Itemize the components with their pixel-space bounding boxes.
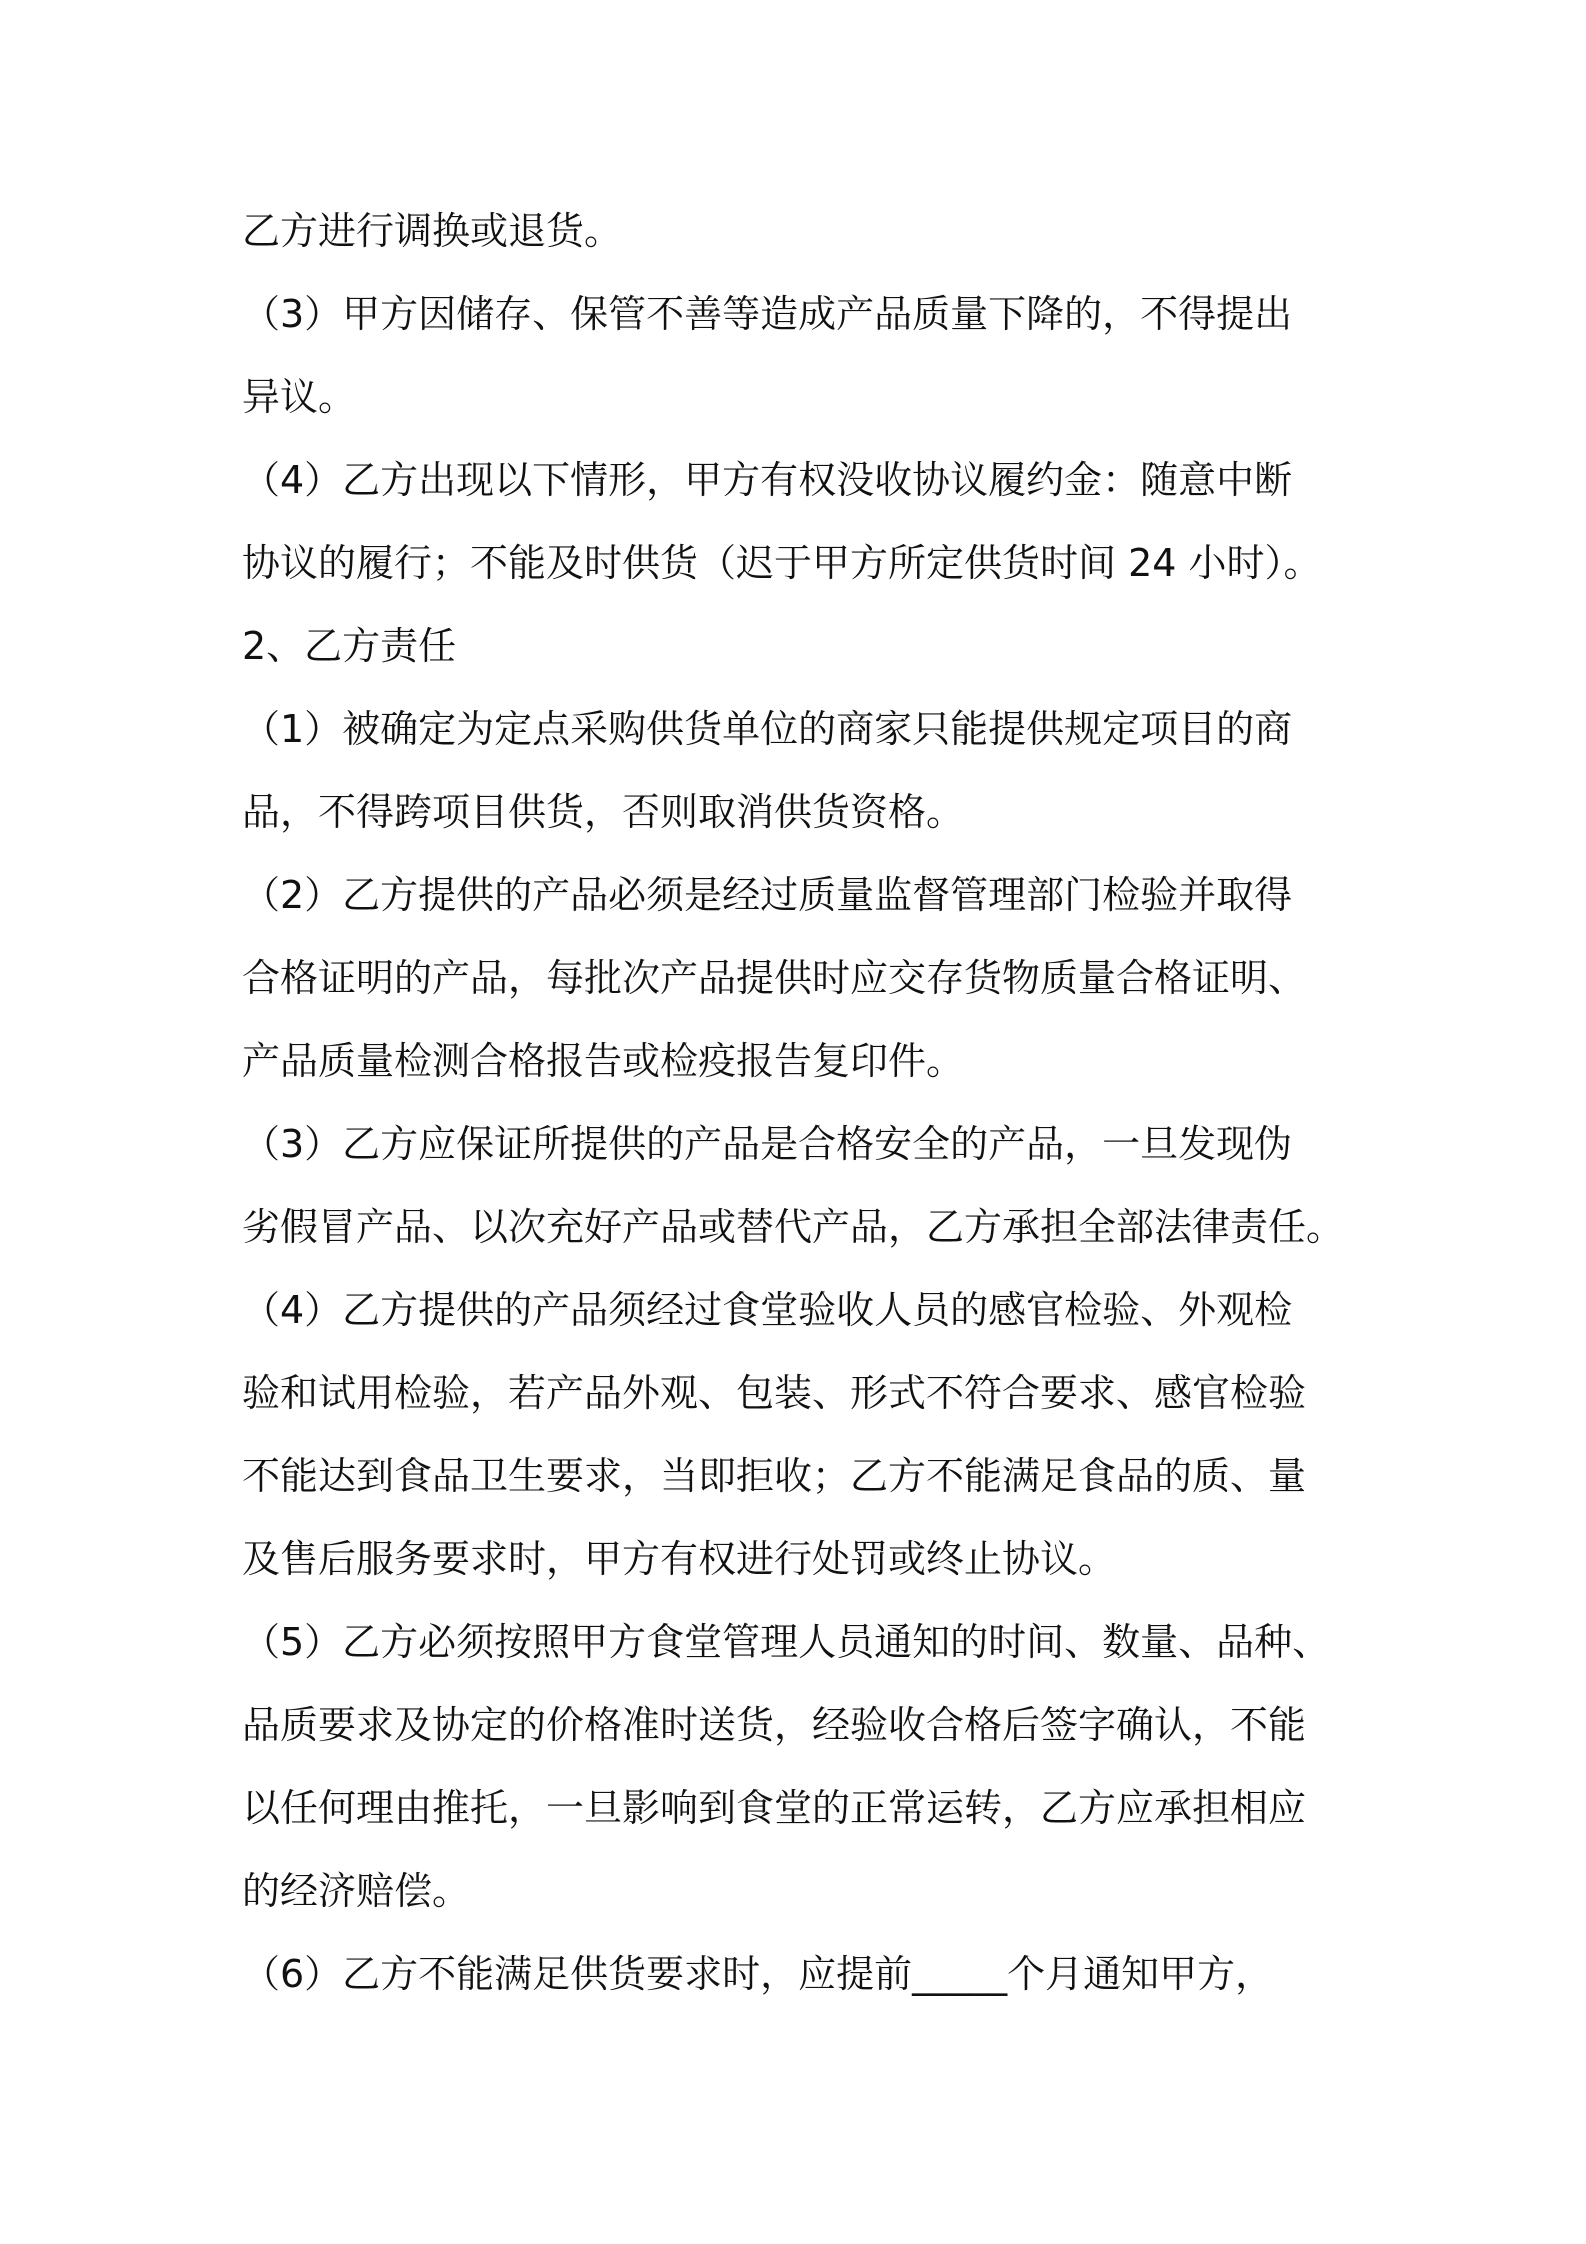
- text-line: 异议。: [242, 375, 357, 419]
- text-line: 协议的履行；不能及时供货（迟于甲方所定供货时间 24 小时）。: [242, 541, 1322, 585]
- text-line: 劣假冒产品、以次充好产品或替代产品，乙方承担全部法律责任。: [242, 1205, 1345, 1249]
- text-line: 不能达到食品卫生要求，当即拒收；乙方不能满足食品的质、量: [242, 1454, 1307, 1498]
- text-line: 验和试用检验，若产品外观、包装、形式不符合要求、感官检验: [242, 1371, 1307, 1415]
- document-body: [242, 190, 1370, 2016]
- text-line: （2）乙方提供的产品必须是经过质量监督管理部门检验并取得: [242, 873, 1293, 917]
- text-line: 产品质量检测合格报告或检疫报告复印件。: [242, 1039, 965, 1083]
- text-line: （4）乙方提供的产品须经过食堂验收人员的感官检验、外观检: [242, 1288, 1293, 1332]
- text-line: 品质要求及协定的价格准时送货，经验收合格后签字确认，不能: [242, 1703, 1307, 1747]
- section-heading: 2、乙方责任: [242, 624, 457, 668]
- text-line: （6）乙方不能满足供货要求时，应提前_____个月通知甲方，: [242, 1952, 1274, 1996]
- text-line: 乙方进行调换或退货。: [242, 209, 623, 253]
- text-line: （4）乙方出现以下情形，甲方有权没收协议履约金：随意中断: [242, 458, 1293, 502]
- text-line: （3）甲方因储存、保管不善等造成产品质量下降的，不得提出: [242, 292, 1293, 336]
- text-line: （5）乙方必须按照甲方食堂管理人员通知的时间、数量、品种、: [242, 1620, 1331, 1664]
- text-line: 的经济赔偿。: [242, 1869, 471, 1913]
- text-line: （3）乙方应保证所提供的产品是合格安全的产品，一旦发现伪: [242, 1122, 1293, 1166]
- text-line: 合格证明的产品，每批次产品提供时应交存货物质量合格证明、: [242, 956, 1307, 1000]
- text-line: （1）被确定为定点采购供货单位的商家只能提供规定项目的商: [242, 707, 1293, 751]
- text-line: 以任何理由推托，一旦影响到食堂的正常运转，乙方应承担相应: [242, 1786, 1307, 1830]
- text-line: 品，不得跨项目供货，否则取消供货资格。: [242, 790, 965, 834]
- text-line: 及售后服务要求时，甲方有权进行处罚或终止协议。: [242, 1537, 1117, 1581]
